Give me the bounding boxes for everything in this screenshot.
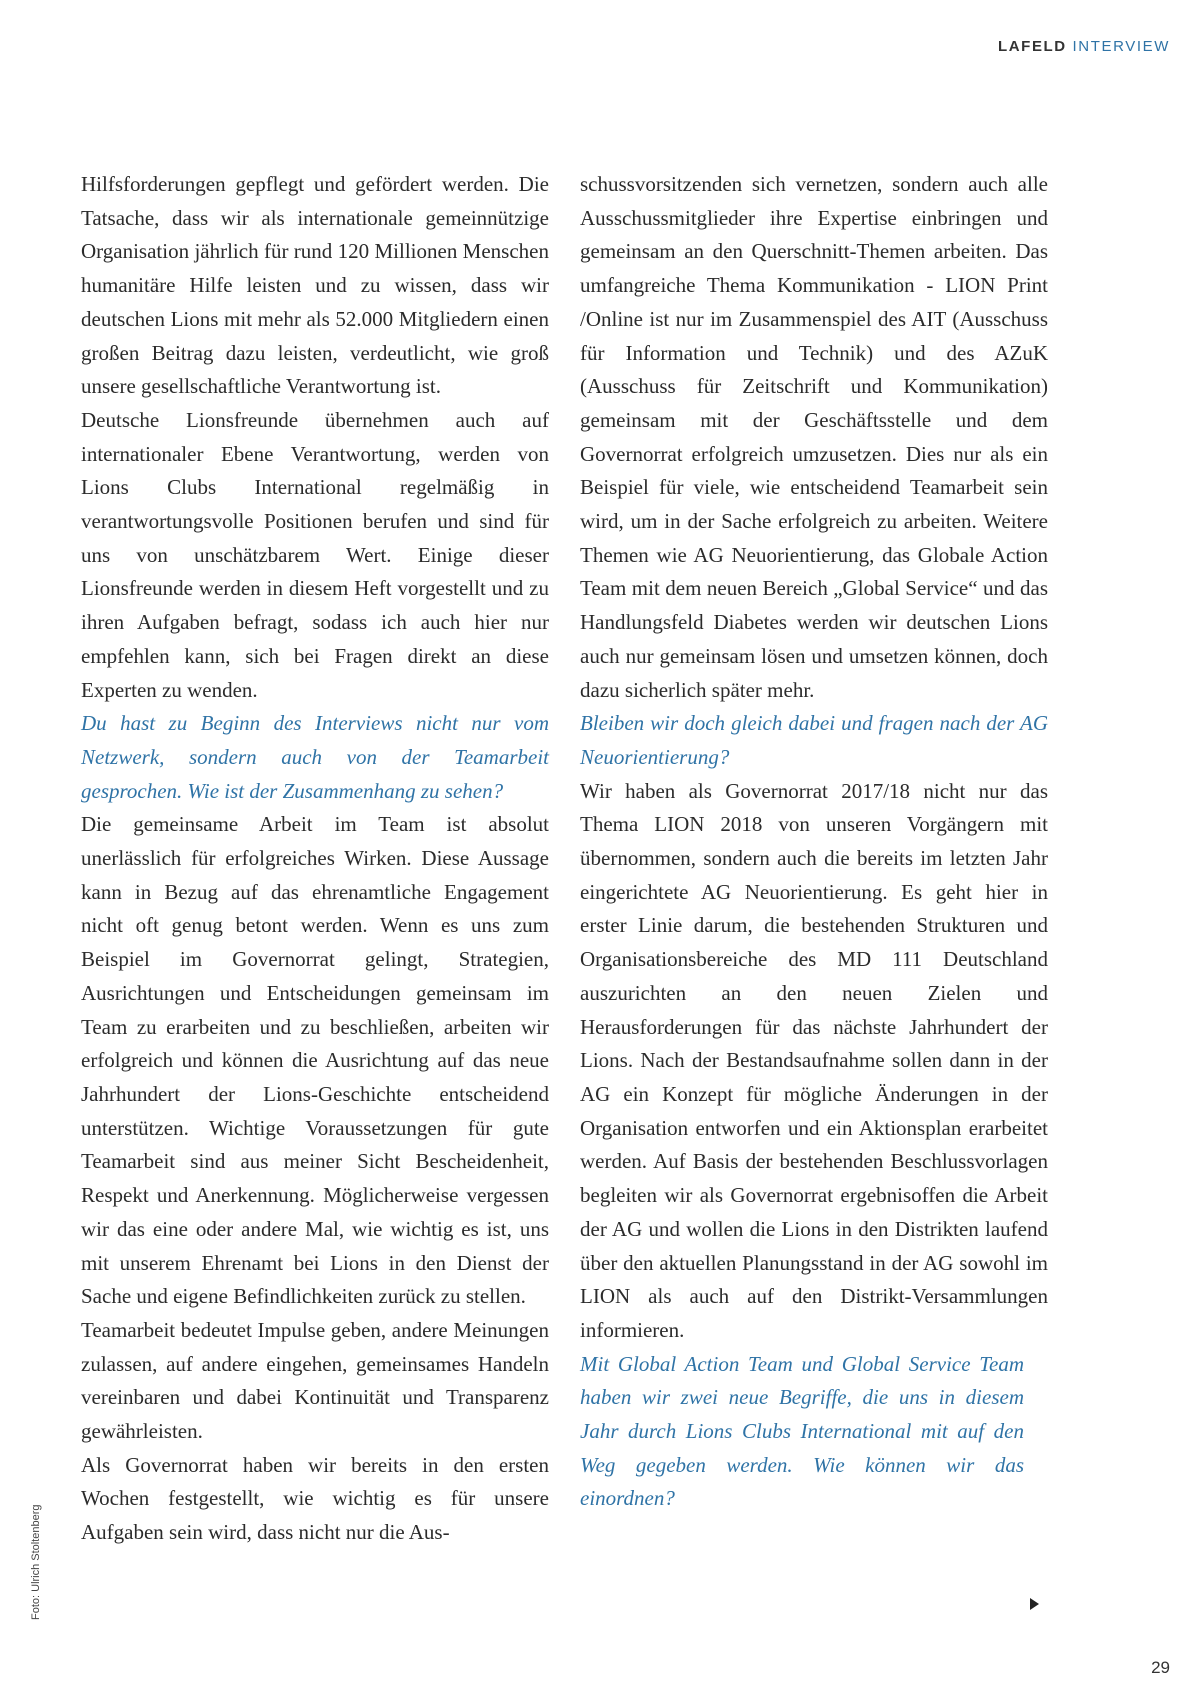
interview-answer-paragraph: Wir haben als Governorrat 2017/18 nicht nur das Thema LION 2018 von unseren Vorgängern mit übernommen, sondern auch die bereits im letzten Jahr eingerichtete AG Neuorientierung. Es geht hier in erster Linie darum, die bestehenden Strukturen und Organisationsbereiche des MD 111 Deutschland auszurichten an den neuen Zielen und Herausforderungen für das nächste Jahrhundert der Lions. Nach der Bestandsaufnahme sollen dann in der AG ein Konzept für mögliche Änderungen in der Organisation entworfen und ein Aktionsplan erarbeitet werden. Auf Basis der bestehenden Beschlussvorlagen begleiten wir als Governorrat ergebnisoffen die Arbeit der AG und wollen die Lions in den Distrikten laufend über den aktuellen Planungsstand in der AG sowohl im LION als auch auf den Distrikt-Versammlungen informieren. — [580, 778, 1048, 1342]
interview-answer-paragraph: Deutsche Lionsfreunde übernehmen auch auf internationaler Ebene Verantwortung, werden von Lions Clubs International regelmäßig in verantwortungsvolle Positionen berufen und sind für uns von unschätzbarem Wert. Einige dieser Lionsfreunde werden in diesem Heft vorgestellt und zu ihren Aufgaben befragt, sodass ich auch hier nur empfehlen kann, sich bei Fragen direkt an diese Experten zu wenden. — [81, 407, 549, 702]
interview-question: Mit Global Action Team und Global Service Team haben wir zwei neue Begriffe, die uns in diesem Jahr durch Lions Clubs International mit auf den Weg gegeben werden. Wie können wir das einordnen? — [580, 1351, 1024, 1511]
continue-arrow-icon — [1030, 1598, 1039, 1610]
header-interviewee-name: LAFELD — [997, 38, 1067, 55]
header-section-label: INTERVIEW — [1072, 38, 1170, 55]
text-column-left — [81, 168, 549, 1550]
page-header — [998, 38, 1170, 55]
interview-answer-paragraph: Die gemeinsame Arbeit im Team ist absolut unerlässlich für erfolgreiches Wirken. Diese Aussage kann in Bezug auf das ehrenamtliche Engagement nicht oft genug betont werden. Wenn es uns zum Beispiel im Governorrat gelingt, Strategien, Ausrichtungen und Entscheidungen gemeinsam im Team zu erarbeiten und zu beschließen, arbeiten wir erfolgreich und können die Ausrichtung auf das neue Jahrhundert der Lions-Geschichte entscheidend unterstützen. Wichtige Voraussetzungen für gute Teamarbeit sind aus meiner Sicht Bescheidenheit, Respekt und Anerkennung. Möglicherweise vergessen wir das eine oder andere Mal, wie wichtig es ist, uns mit unserem Ehrenamt bei Lions in den Dienst der Sache und eigene Befindlichkeiten zurück zu stellen. — [81, 812, 549, 1309]
interview-answer-paragraph: Hilfsforderungen gepflegt und gefördert werden. Die Tatsache, dass wir als internationale gemeinnützige Organisation jährlich für rund 120 Millionen Menschen humanitäre Hilfe leisten und zu wissen, dass wir deutschen Lions mit mehr als 52.000 Mitgliedern einen großen Beitrag dazu leisten, verdeutlicht, wie groß unsere gesellschaftliche Verantwortung ist. — [81, 172, 549, 399]
text-column-right — [580, 168, 1048, 1516]
interview-answer-paragraph: Teamarbeit bedeutet Impulse geben, andere Meinungen zulassen, auf andere eingehen, gemeinsames Handeln vereinbaren und dabei Kontinuität und Transparenz gewährleisten. — [81, 1317, 549, 1444]
photo-credit: Foto: Ulrich Stoltenberg — [30, 1504, 42, 1620]
interview-question: Bleiben wir doch gleich dabei und fragen nach der AG Neuorientierung? — [580, 711, 1048, 769]
interview-answer-paragraph: schussvorsitzenden sich vernetzen, sondern auch alle Ausschussmitglieder ihre Expertise einbringen und gemeinsam an den Querschnitt-Themen arbeiten. Das umfangreiche Thema Kommunikation - LION Print /Online ist nur im Zusammenspiel des AIT (Ausschuss für Information und Technik) und des AZuK (Ausschuss für Zeitschrift und Kommunikation) gemeinsam mit der Geschäftsstelle und dem Governorrat erfolgreich umzusetzen. Dies nur als ein Beispiel für viele, wie entscheidend Teamarbeit sein wird, um in der Sache erfolgreich zu arbeiten. Weitere Themen wie AG Neuorientierung, das Globale Action Team mit dem neuen Bereich „Global Service“ und das Handlungsfeld Diabetes werden wir deutschen Lions auch nur gemeinsam lösen und umsetzen können, doch dazu sicherlich später mehr. — [580, 172, 1048, 702]
interview-answer-paragraph: Als Governorrat haben wir bereits in den ersten Wochen festgestellt, wie wichtig es für unsere Aufgaben sein wird, dass nicht nur die Aus- — [81, 1452, 549, 1545]
page-number: 29 — [1151, 1658, 1170, 1677]
interview-question: Du hast zu Beginn des Interviews nicht nur vom Netzwerk, sondern auch von der Teamarbeit gesprochen. Wie ist der Zusammenhang zu sehen? — [81, 711, 549, 803]
